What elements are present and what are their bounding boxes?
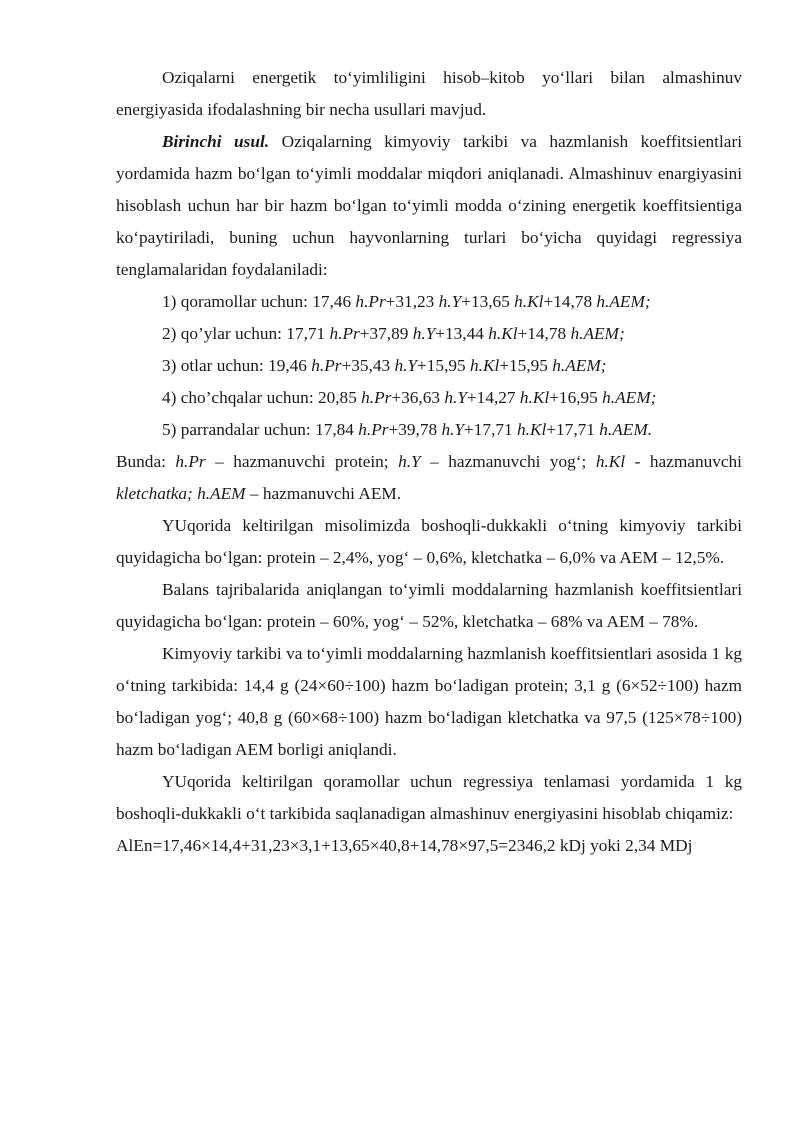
method-one-text: Oziqalarning kimyoviy tarkibi va hazmlanish koeffitsientlari yordamida hazm bo‘lgan to‘yimli moddalar miqdori aniqlanadi. Almashinuv enargiyasini hisoblash uchun har bir hazm bo‘lgan to‘yimli modda o‘zining energetik koeffitsientiga ko‘paytiriladi, buning uchun hayvonlarning turlari bo‘yicha quyidagi regressiya tenglamalaridan foydalaniladi: (116, 132, 742, 279)
paragraph-calculation-intro: YUqorida keltirilgan qoramollar uchun regressiya tenlamasi yordamida 1 kg boshoqli-dukkakli o‘t tarkibida saqlanadigan almashinuv energiyasini hisoblab chiqamiz: (116, 772, 742, 823)
document-page (116, 62, 742, 862)
equation-list (116, 286, 742, 446)
paragraph-legend: Bunda: h.Pr – hazmanuvchi protein; h.Y – hazmanuvchi yog‘; h.Kl - hazmanuvchi kletchatka; h.AEM – hazmanuvchi AEM. (116, 452, 742, 503)
equation-item: 4) cho’chqalar uchun: 20,85 h.Pr+36,63 h.Y+14,27 h.Kl+16,95 h.AEM; (162, 388, 657, 407)
equation-item: 2) qo’ylar uchun: 17,71 h.Pr+37,89 h.Y+13,44 h.Kl+14,78 h.AEM; (162, 324, 625, 343)
equation-item: 5) parrandalar uchun: 17,84 h.Pr+39,78 h.Y+17,71 h.Kl+17,71 h.AEM. (162, 420, 653, 439)
paragraph-calculation: AlEn=17,46×14,4+31,23×3,1+13,65×40,8+14,78×97,5=2346,2 kDj yoki 2,34 MDj (116, 836, 693, 855)
paragraph-intro: Oziqalarni energetik to‘yimliligini hisob–kitob yo‘llari bilan almashinuv energiyasida ifodalashning bir necha usullari mavjud. (116, 68, 742, 119)
paragraph-method-one (116, 126, 742, 286)
paragraph-digestible: Kimyoviy tarkibi va to‘yimli moddalarning hazmlanish koeffitsientlari asosida 1 kg o‘tning tarkibida: 14,4 g (24×60÷100) hazm bo‘ladigan protein; 3,1 g (6×52÷100) hazm bo‘ladigan yog‘; 40,8 g (60×68÷100) hazm bo‘ladigan kletchatka va 97,5 (125×78÷100) hazm bo‘ladigan AEM borligi aniqlandi. (116, 644, 742, 759)
equation-item: 3) otlar uchun: 19,46 h.Pr+35,43 h.Y+15,95 h.Kl+15,95 h.AEM; (162, 356, 607, 375)
equation-item: 1) qoramollar uchun: 17,46 h.Pr+31,23 h.Y+13,65 h.Kl+14,78 h.AEM; (162, 292, 651, 311)
paragraph-composition: YUqorida keltirilgan misolimizda boshoqli-dukkakli o‘tning kimyoviy tarkibi quyidagicha bo‘lgan: protein – 2,4%, yog‘ – 0,6%, kletchatka – 6,0% va AEM – 12,5%. (116, 516, 742, 567)
method-one-heading: Birinchi usul. (162, 132, 270, 151)
paragraph-coefficients: Balans tajribalarida aniqlangan to‘yimli moddalarning hazmlanish koeffitsientlari quyidagicha bo‘lgan: protein – 60%, yog‘ – 52%, kletchatka – 68% va AEM – 78%. (116, 580, 742, 631)
